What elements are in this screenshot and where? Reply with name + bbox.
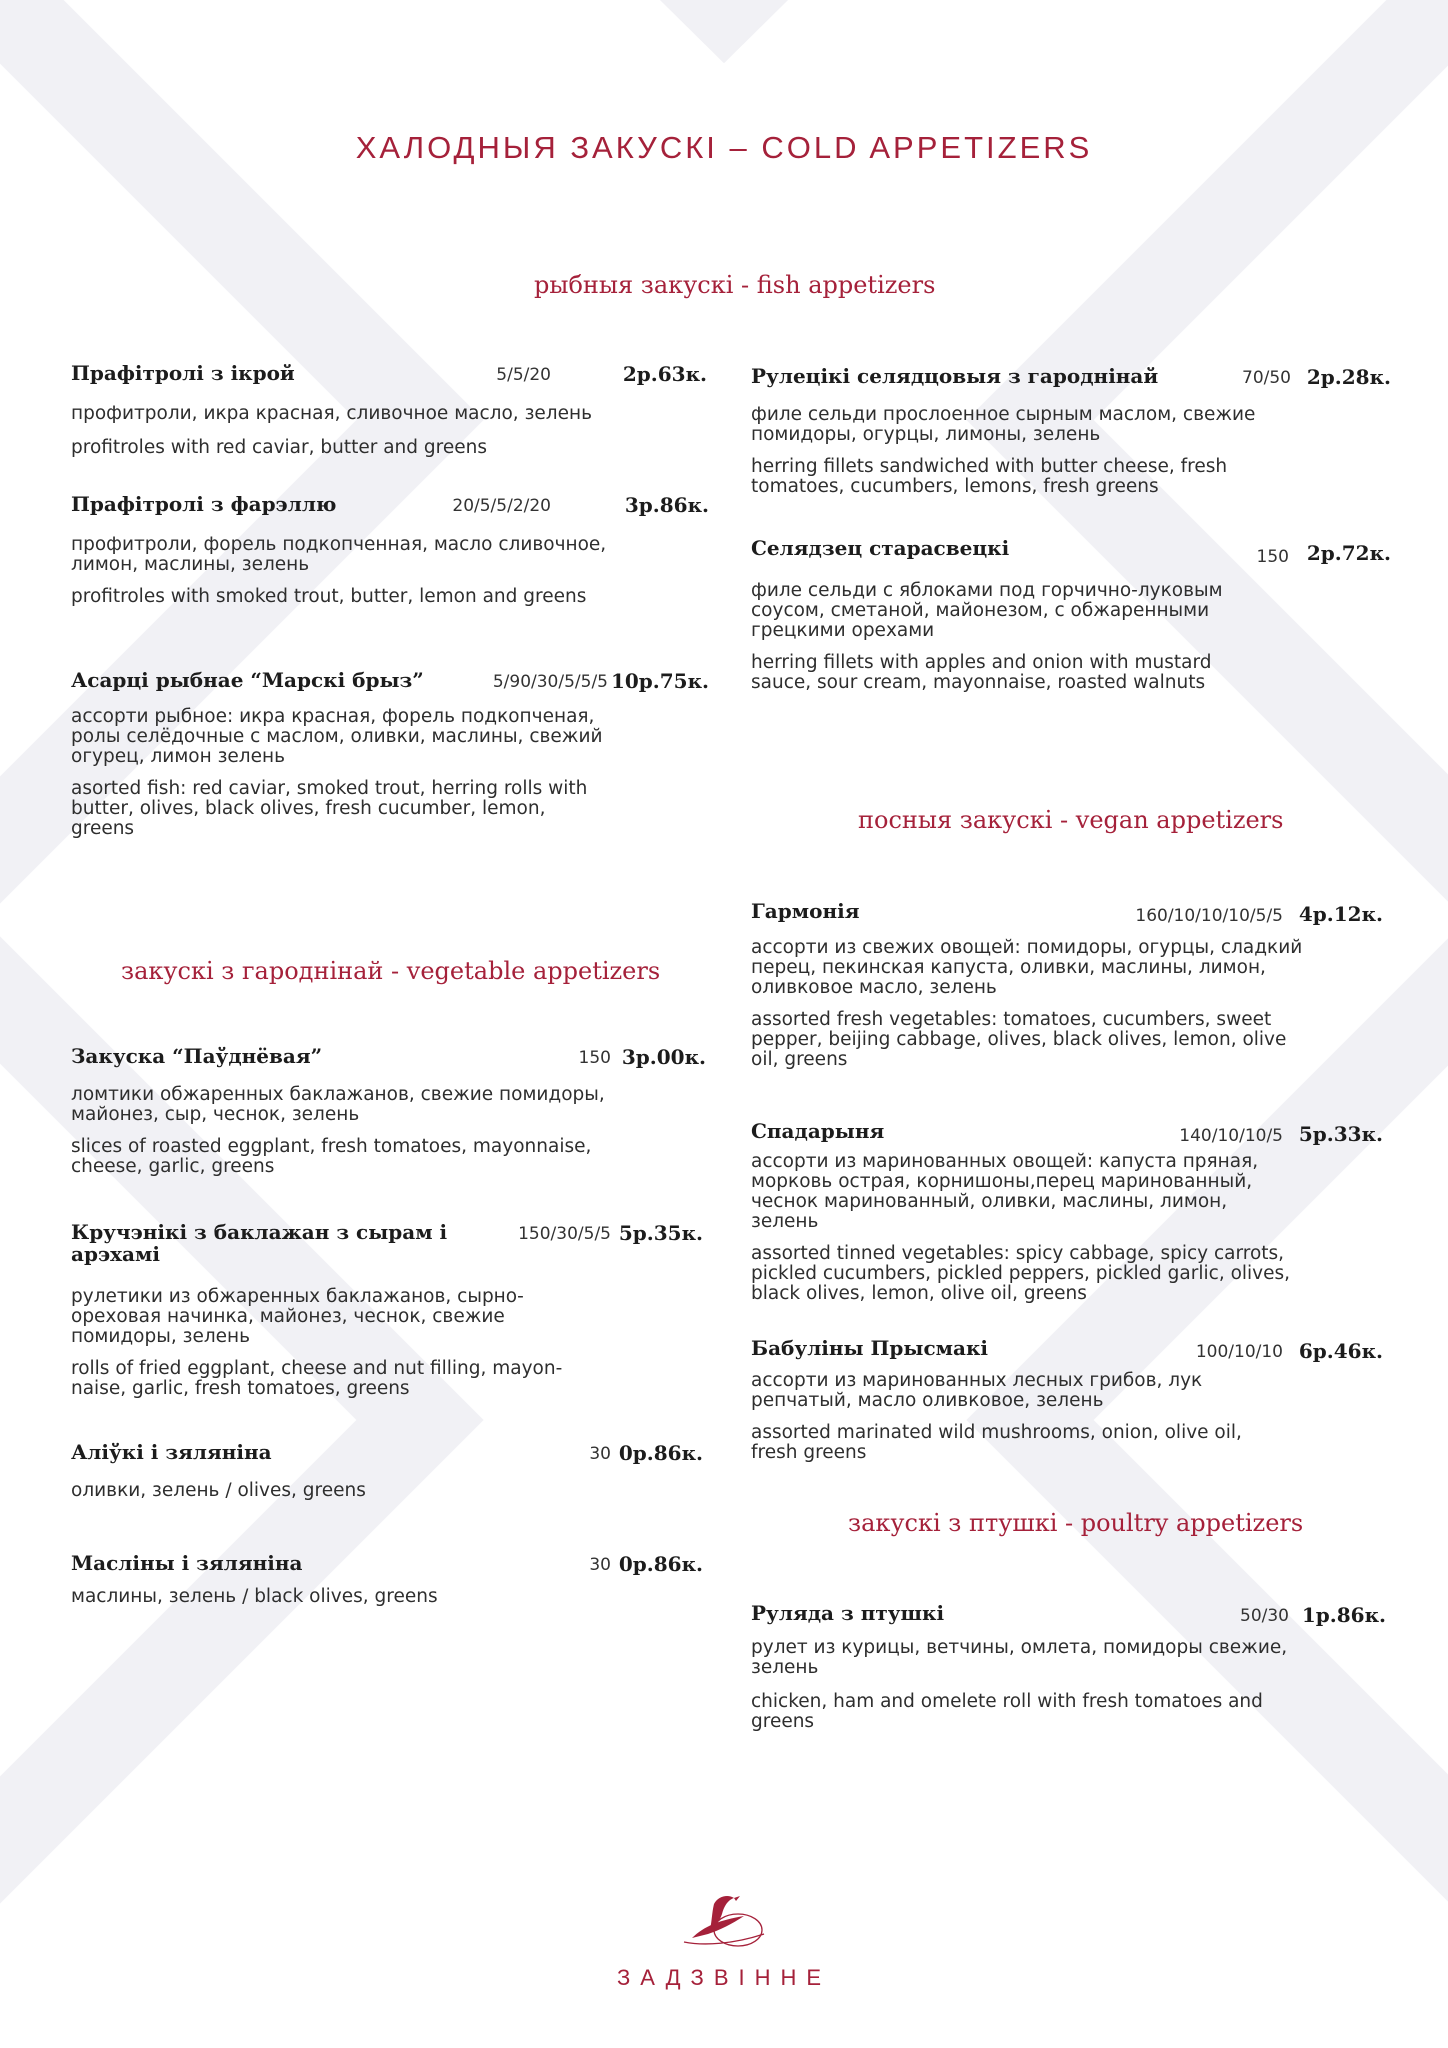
menu-item <box>71 362 711 462</box>
dish-price: 3р.86к. <box>624 493 709 517</box>
dish-description-ru: ассорти из свежих овощей: помидоры, огурцы, сладкий перец, пекинская капуста, оливки, маслины, лимон, оливковое масло, зелень <box>751 937 1303 998</box>
dish-description-ru: профитроли, икра красная, сливочное масло, зелень <box>71 403 592 424</box>
dish-price: 0р.86к. <box>618 1441 703 1465</box>
menu-item <box>751 1120 1391 1310</box>
dish-name: Спадарыня <box>751 1119 885 1143</box>
dish-name: Руляда з птушкі <box>751 1601 945 1625</box>
dish-weight: 100/10/10 <box>1195 1342 1283 1362</box>
dish-price: 0р.86к. <box>618 1552 703 1576</box>
dish-name: Прафітролі з фарэллю <box>71 492 337 516</box>
dish-weight: 150 <box>578 1048 611 1068</box>
dish-weight: 70/50 <box>1242 368 1291 388</box>
dish-description-en: asorted fish: red caviar, smoked trout, herring rolls with butter, olives, black olives, fresh cucumber, lemon, greens <box>71 778 588 839</box>
menu-item <box>751 1602 1391 1742</box>
dish-weight: 30 <box>589 1555 611 1575</box>
dish-name: Аліўкі і зяляніна <box>71 1440 272 1464</box>
dish-weight: 50/30 <box>1240 1606 1289 1626</box>
dish-name: Бабуліны Прысмакі <box>751 1336 989 1360</box>
menu-item <box>751 900 1391 1070</box>
dish-name: Кручэнікі з баклажан з сырам і арэхамі <box>71 1220 448 1266</box>
dish-description-ru: ассорти из маринованных овощей: капуста пряная, морковь острая, корнишоны,перец маринованный, чеснок маринованный, оливки, маслины, лимон, зелень <box>751 1151 1259 1232</box>
dish-name: Рулецікі селядцовыя з гароднінай <box>751 364 1159 388</box>
menu-item <box>71 1552 711 1622</box>
menu-item <box>71 493 711 633</box>
section-title-poultry: закускі з птушкі - poultry appetizers <box>848 1509 1304 1537</box>
dish-price: 6р.46к. <box>1298 1339 1383 1363</box>
page-title: ХАЛОДНЫЯ ЗАКУСКІ – COLD APPETIZERS <box>355 130 1093 165</box>
dish-description-ru: рулетики из обжаренных баклажанов, сырно-ореховая начинка, майонез, чеснок, свежие помидоры, зелень <box>71 1286 524 1347</box>
dish-weight: 20/5/5/2/20 <box>452 496 551 516</box>
dish-weight: 150 <box>1256 547 1289 567</box>
dish-price: 10р.75к. <box>610 669 709 693</box>
dish-description-en: chicken, ham and omelete roll with fresh tomatoes and greens <box>751 1691 1263 1732</box>
brand-name: ЗАДЗВІННЕ <box>616 1965 832 1990</box>
dish-price: 2р.72к. <box>1306 541 1391 565</box>
dish-price: 1р.86к. <box>1301 1603 1386 1627</box>
dish-name: Гармонія <box>751 899 860 923</box>
dish-name: Асарці рыбнае “Марскі брыз” <box>71 668 424 692</box>
dish-description-en: assorted tinned vegetables: spicy cabbage, spicy carrots, pickled cucumbers, pickled peppers, pickled garlic, olives, black olives, lemon, olive oil, greens <box>751 1243 1291 1304</box>
dish-price: 2р.63к. <box>622 362 707 386</box>
dish-description-ru: профитроли, форель подкопченная, масло сливочное, лимон, маслины, зелень <box>71 534 607 575</box>
section-title-vegetable: закускі з гароднінай - vegetable appetizers <box>121 957 661 985</box>
dish-description-en: assorted marinated wild mushrooms, onion, olive oil, fresh greens <box>751 1422 1242 1463</box>
dish-price: 5р.35к. <box>618 1221 703 1245</box>
section-title-fish: рыбныя закускі - fish appetizers <box>534 271 936 299</box>
dish-weight: 160/10/10/10/5/5 <box>1135 906 1283 926</box>
dish-description-ru: ассорти из маринованных лесных грибов, лук репчатый, масло оливковое, зелень <box>751 1370 1203 1411</box>
dish-weight: 150/30/5/5 <box>518 1224 611 1244</box>
dish-description-ru: филе сельди прослоенное сырным маслом, свежие помидоры, огурцы, лимоны, зелень <box>751 404 1256 445</box>
dish-description-en: herring fillets with apples and onion with mustard sauce, sour cream, mayonnaise, roasted walnuts <box>751 652 1212 693</box>
dish-weight: 30 <box>589 1444 611 1464</box>
menu-item <box>71 1221 711 1401</box>
dish-description-ru: ломтики обжаренных баклажанов, свежие помидоры, майонез, сыр, чеснок, зелень <box>71 1084 605 1125</box>
dish-description-en: slices of roasted eggplant, fresh tomatoes, mayonnaise, cheese, garlic, greens <box>71 1136 592 1177</box>
dish-description-ru: маслины, зелень / black olives, greens <box>71 1586 438 1607</box>
menu-item <box>71 1045 711 1185</box>
dish-description-en: profitroles with red caviar, butter and greens <box>71 437 487 458</box>
dish-price: 3р.00к. <box>621 1045 706 1069</box>
dish-description-ru: филе сельди с яблоками под горчично-луковым соусом, сметаной, майонезом, с обжаренными грецкими орехами <box>751 580 1223 641</box>
menu-item <box>71 669 711 844</box>
dish-weight: 5/90/30/5/5/5 <box>492 672 608 692</box>
dish-name: Масліны і зяляніна <box>71 1551 303 1575</box>
dish-name: Прафітролі з ікрой <box>71 361 295 385</box>
dish-weight: 5/5/20 <box>496 365 551 385</box>
section-title-vegan: посныя закускі - vegan appetizers <box>858 806 1284 834</box>
dish-name: Селядзец старасвецкі <box>751 536 1010 560</box>
menu-item <box>71 1441 711 1511</box>
dish-description-en: assorted fresh vegetables: tomatoes, cucumbers, sweet pepper, beijing cabbage, olives, black olives, lemon, olive oil, greens <box>751 1009 1287 1070</box>
dish-description-en: herring fillets sandwiched with butter cheese, fresh tomatoes, cucumbers, lemons, fresh greens <box>751 456 1228 497</box>
dish-name: Закуска “Паўднёвая” <box>71 1044 323 1068</box>
menu-item <box>751 365 1391 505</box>
dish-weight: 140/10/10/5 <box>1179 1126 1283 1146</box>
menu-item <box>751 1337 1391 1467</box>
dish-description-ru: рулет из курицы, ветчины, омлета, помидоры свежие, зелень <box>751 1637 1288 1678</box>
dish-description-ru: ассорти рыбное: икра красная, форель подкопченая, ролы селёдочные с маслом, оливки, маслины, свежий огурец, лимон зелень <box>71 706 603 767</box>
menu-item <box>751 537 1391 707</box>
dish-description-en: profitroles with smoked trout, butter, lemon and greens <box>71 586 587 607</box>
dish-description-ru: оливки, зелень / olives, greens <box>71 1480 366 1501</box>
bird-logo-icon <box>674 1890 774 1952</box>
dish-price: 5р.33к. <box>1298 1122 1383 1146</box>
dish-price: 4р.12к. <box>1298 902 1383 926</box>
dish-price: 2р.28к. <box>1306 365 1391 389</box>
dish-description-en: rolls of fried eggplant, cheese and nut filling, mayon- naise, garlic, fresh tomatoes, greens <box>71 1358 563 1399</box>
